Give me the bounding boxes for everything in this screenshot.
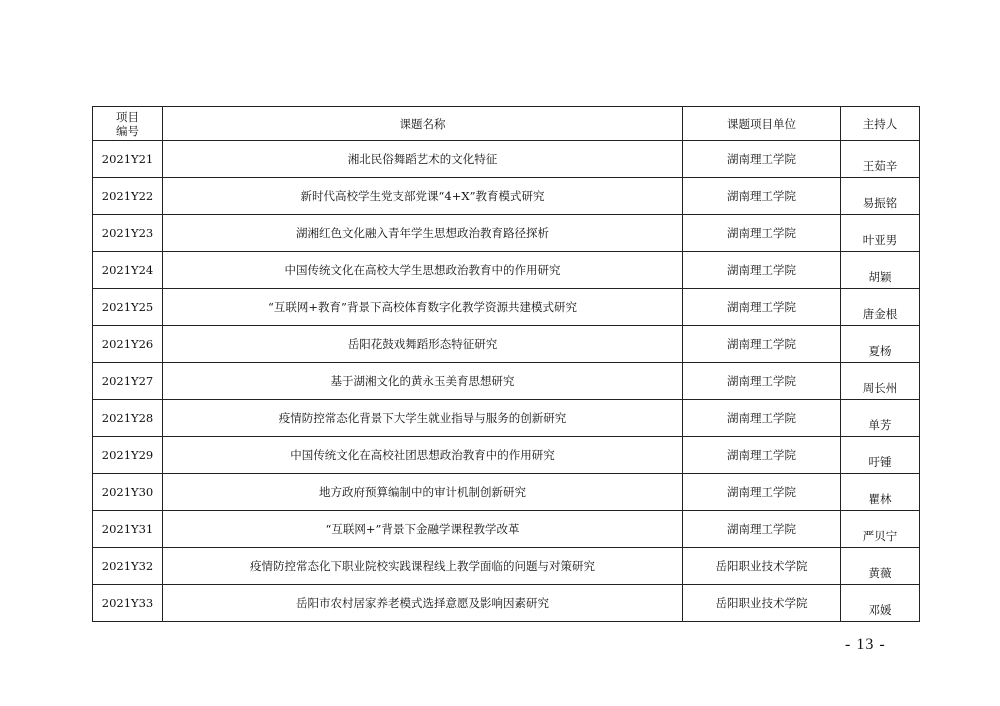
- cell-project-unit: 岳阳职业技术学院: [683, 548, 841, 585]
- cell-project-unit: 湖南理工学院: [683, 437, 841, 474]
- table-row: [93, 252, 920, 289]
- cell-project-host: 唐金根: [841, 289, 920, 326]
- table-row: [93, 437, 920, 474]
- cell-project-id: 2021Y29: [93, 437, 163, 474]
- cell-project-host: 胡颖: [841, 252, 920, 289]
- cell-project-host: 吁锺: [841, 437, 920, 474]
- cell-project-title: 中国传统文化在高校大学生思想政治教育中的作用研究: [163, 252, 683, 289]
- cell-project-host: 叶亚男: [841, 215, 920, 252]
- cell-project-title: 地方政府预算编制中的审计机制创新研究: [163, 474, 683, 511]
- cell-project-unit: 湖南理工学院: [683, 511, 841, 548]
- table-row: [93, 363, 920, 400]
- table-header: [93, 107, 920, 141]
- cell-project-id: 2021Y27: [93, 363, 163, 400]
- cell-project-host: 黄薇: [841, 548, 920, 585]
- table-row: [93, 178, 920, 215]
- cell-project-title: 疫情防控常态化背景下大学生就业指导与服务的创新研究: [163, 400, 683, 437]
- cell-project-title: “互联网+”背景下金融学课程教学改革: [163, 511, 683, 548]
- cell-project-id: 2021Y31: [93, 511, 163, 548]
- cell-project-unit: 湖南理工学院: [683, 252, 841, 289]
- cell-project-unit: 湖南理工学院: [683, 178, 841, 215]
- cell-project-id: 2021Y33: [93, 585, 163, 622]
- cell-project-title: 疫情防控常态化下职业院校实践课程线上教学面临的问题与对策研究: [163, 548, 683, 585]
- cell-project-title: 岳阳花鼓戏舞蹈形态特征研究: [163, 326, 683, 363]
- cell-project-title: 湘北民俗舞蹈艺术的文化特征: [163, 141, 683, 178]
- table-row: [93, 548, 920, 585]
- cell-project-id: 2021Y21: [93, 141, 163, 178]
- cell-project-host: 夏杨: [841, 326, 920, 363]
- cell-project-id: 2021Y32: [93, 548, 163, 585]
- cell-project-id: 2021Y30: [93, 474, 163, 511]
- header-project-unit: 课题项目单位: [683, 107, 841, 141]
- cell-project-title: 岳阳市农村居家养老模式选择意愿及影响因素研究: [163, 585, 683, 622]
- table-row: [93, 585, 920, 622]
- cell-project-id: 2021Y28: [93, 400, 163, 437]
- cell-project-unit: 岳阳职业技术学院: [683, 585, 841, 622]
- cell-project-unit: 湖南理工学院: [683, 400, 841, 437]
- cell-project-host: 瞿林: [841, 474, 920, 511]
- cell-project-title: 基于湖湘文化的黄永玉美育思想研究: [163, 363, 683, 400]
- cell-project-id: 2021Y22: [93, 178, 163, 215]
- cell-project-title: “互联网+教育”背景下高校体育数字化教学资源共建模式研究: [163, 289, 683, 326]
- cell-project-host: 邓媛: [841, 585, 920, 622]
- cell-project-id: 2021Y26: [93, 326, 163, 363]
- table-row: [93, 215, 920, 252]
- cell-project-id: 2021Y24: [93, 252, 163, 289]
- table-row: [93, 289, 920, 326]
- table-body: [93, 141, 920, 622]
- header-project-id-line2: 编号: [116, 123, 139, 138]
- project-table: [92, 106, 920, 622]
- header-project-title: 课题名称: [163, 107, 683, 141]
- cell-project-unit: 湖南理工学院: [683, 474, 841, 511]
- table-row: [93, 474, 920, 511]
- header-row: [93, 107, 920, 141]
- cell-project-title: 湖湘红色文化融入青年学生思想政治教育路径探析: [163, 215, 683, 252]
- header-project-id-line1: 项目: [116, 109, 139, 124]
- header-project-id: [93, 107, 163, 141]
- cell-project-unit: 湖南理工学院: [683, 289, 841, 326]
- cell-project-host: 周长州: [841, 363, 920, 400]
- header-project-host: 主持人: [841, 107, 920, 141]
- cell-project-id: 2021Y25: [93, 289, 163, 326]
- cell-project-id: 2021Y23: [93, 215, 163, 252]
- cell-project-unit: 湖南理工学院: [683, 215, 841, 252]
- page-number: - 13 -: [845, 636, 886, 653]
- cell-project-unit: 湖南理工学院: [683, 326, 841, 363]
- cell-project-unit: 湖南理工学院: [683, 363, 841, 400]
- cell-project-title: 新时代高校学生党支部党课“4+X”教育模式研究: [163, 178, 683, 215]
- cell-project-host: 王茹辛: [841, 141, 920, 178]
- table-row: [93, 326, 920, 363]
- table-row: [93, 141, 920, 178]
- cell-project-host: 易振铭: [841, 178, 920, 215]
- cell-project-unit: 湖南理工学院: [683, 141, 841, 178]
- cell-project-host: 单芳: [841, 400, 920, 437]
- cell-project-host: 严贝宁: [841, 511, 920, 548]
- table-row: [93, 400, 920, 437]
- cell-project-title: 中国传统文化在高校社团思想政治教育中的作用研究: [163, 437, 683, 474]
- table-row: [93, 511, 920, 548]
